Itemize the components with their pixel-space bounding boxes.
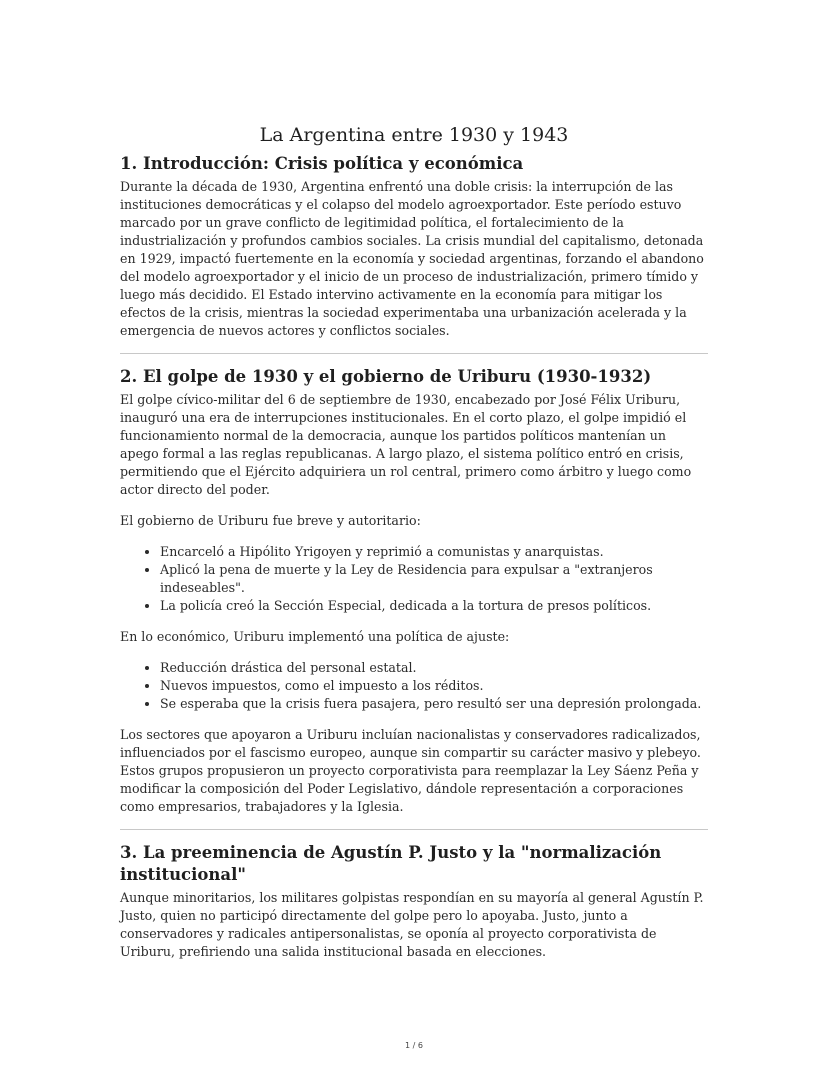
paragraph: El gobierno de Uriburu fue breve y autoritario: (120, 513, 421, 528)
paragraph: En lo económico, Uriburu implementó una política de ajuste: (120, 629, 510, 644)
section-heading: 2. El golpe de 1930 y el gobierno de Uriburu (1930-1932) (120, 367, 652, 386)
list-item: • Nuevos impuestos, como el impuesto a los réditos. (160, 677, 708, 695)
bullet-list (120, 659, 708, 713)
section-heading: 3. La preeminencia de Agustín P. Justo y la "normalización institucional" (120, 843, 662, 884)
paragraph: El golpe cívico-militar del 6 de septiembre de 1930, encabezado por José Félix Uriburu, inauguró una era de interrupciones institucionales. En el corto plazo, el golpe impidió el funcionamiento normal de la democracia, aunque los partidos políticos mantenían un apego formal a las reglas republicanas. A largo plazo, el sistema político entró en crisis, permitiendo que el Ejército adquiriera un rol central, primero como árbitro y luego como actor directo del poder. (120, 392, 692, 497)
paragraph: Aunque minoritarios, los militares golpistas respondían en su mayoría al general Agustín P. Justo, quien no participó directamente del golpe pero lo apoyaba. Justo, junto a conservadores y radicales antipersonalistas, se oponía al proyecto corporativista de Uriburu, prefiriendo una salida institucional basada en elecciones. (120, 890, 704, 959)
list-item: • Encarceló a Hipólito Yrigoyen y reprimió a comunistas y anarquistas. (160, 543, 708, 561)
section-divider (120, 353, 708, 354)
list-item: • Se esperaba que la crisis fuera pasajera, pero resultó ser una depresión prolongada. (160, 695, 708, 713)
section-divider (120, 829, 708, 830)
section-introduccion (120, 153, 708, 340)
document-title: La Argentina entre 1930 y 1943 (259, 124, 569, 146)
page-number: 1 / 6 (405, 1041, 423, 1050)
paragraph: Los sectores que apoyaron a Uriburu incluían nacionalistas y conservadores radicalizados, influenciados por el fascismo europeo, aunque sin compartir su carácter masivo y plebeyo. Estos grupos propusieron un proyecto corporativista para reemplazar la Ley Sáenz Peña y modificar la composición del Poder Legislativo, dándole representación a corporaciones como empresarios, trabajadores y la Iglesia. (120, 727, 701, 814)
document-page (120, 122, 708, 961)
section-heading: 1. Introducción: Crisis política y económica (120, 154, 524, 173)
list-item: • Aplicó la pena de muerte y la Ley de Residencia para expulsar a "extranjeros indeseables". (160, 561, 708, 597)
list-item: • La policía creó la Sección Especial, dedicada a la tortura de presos políticos. (160, 597, 708, 615)
list-item: • Reducción drástica del personal estatal. (160, 659, 708, 677)
bullet-list (120, 543, 708, 615)
section-justo (120, 842, 708, 961)
paragraph: Durante la década de 1930, Argentina enfrentó una doble crisis: la interrupción de las instituciones democráticas y el colapso del modelo agroexportador. Este período estuvo marcado por un grave conflicto de legitimidad política, el fortalecimiento de la industrialización y profundos cambios sociales. La crisis mundial del capitalismo, detonada en 1929, impactó fuertemente en la economía y sociedad argentinas, forzando el abandono del modelo agroexportador y el inicio de un proceso de industrialización, primero tímido y luego más decidido. El Estado intervino activamente en la economía para mitigar los efectos de la crisis, mientras la sociedad experimentaba una urbanización acelerada y la emergencia de nuevos actores y conflictos sociales. (120, 179, 704, 338)
section-golpe-1930 (120, 366, 708, 816)
